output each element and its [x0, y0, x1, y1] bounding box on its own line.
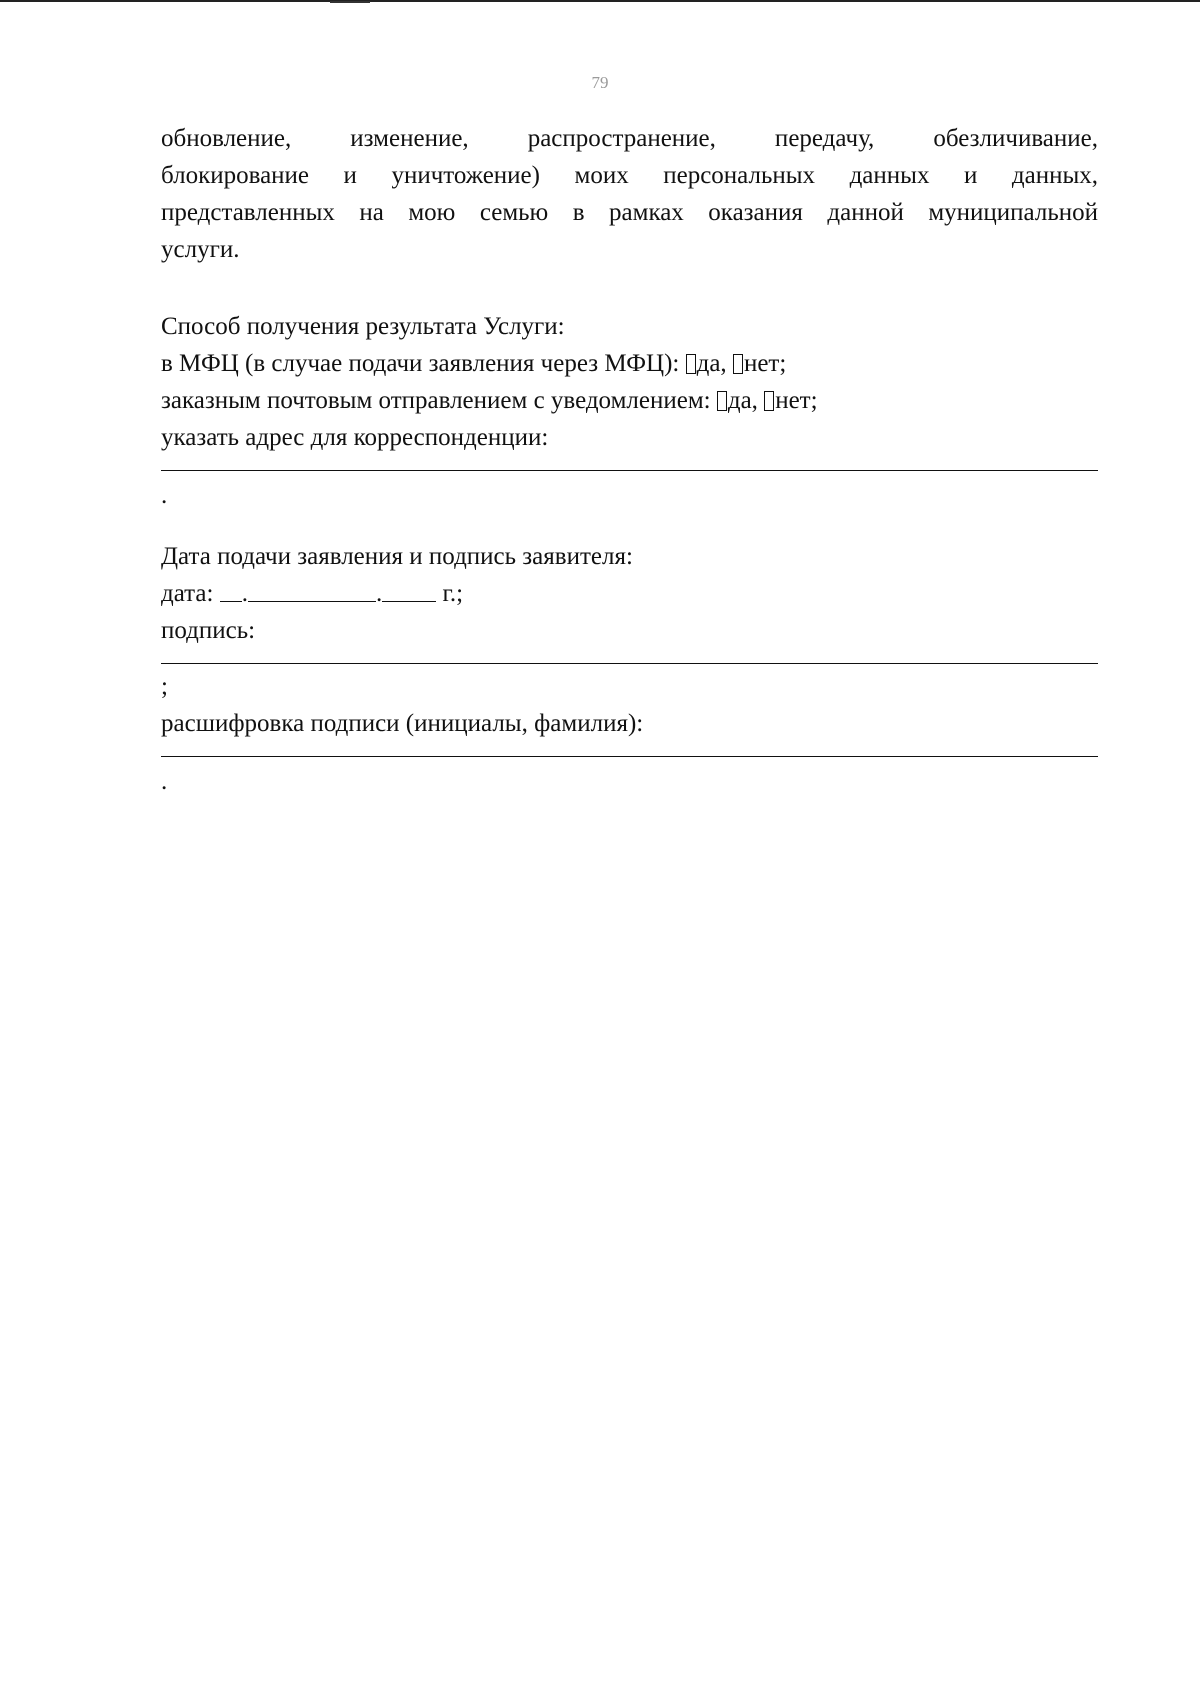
result-method-heading: Способ получения результата Услуги:	[161, 313, 565, 340]
decoding-field-line[interactable]	[161, 756, 1098, 757]
decoding-label: расшифровка подписи (инициалы, фамилия):	[161, 710, 644, 737]
date-month-field[interactable]	[248, 579, 376, 602]
signature-label: подпись:	[161, 617, 256, 644]
mail-no-checkbox[interactable]	[764, 391, 774, 411]
mail-yes-label: да,	[727, 387, 758, 414]
consent-line-2: блокирование и уничтожение) моих персональных данных и данных,	[161, 162, 1098, 189]
date-line: дата: . . г.;	[161, 580, 464, 607]
address-label: указать адрес для корреспонденции:	[161, 424, 549, 451]
mfc-yes-label: да,	[696, 350, 727, 377]
address-field-line[interactable]	[161, 470, 1098, 471]
date-day-field[interactable]	[220, 579, 242, 602]
signature-end-mark: ;	[161, 673, 168, 700]
mfc-option-text: в МФЦ (в случае подачи заявления через МФЦ):	[161, 350, 680, 377]
consent-line-4: услуги.	[161, 236, 240, 263]
consent-line-1: обновление, изменение, распространение, передачу, обезличивание,	[161, 125, 1098, 152]
page-number: 79	[591, 73, 609, 92]
document-body	[161, 120, 1098, 800]
signature-heading: Дата подачи заявления и подпись заявителя:	[161, 543, 633, 570]
date-label: дата:	[161, 580, 214, 607]
scan-edge-mark	[330, 1, 370, 3]
signature-field-line[interactable]	[161, 663, 1098, 664]
mail-no-label: нет;	[775, 387, 818, 414]
scan-top-edge	[0, 0, 1200, 2]
mail-option-text: заказным почтовым отправлением с уведомлением:	[161, 387, 711, 414]
mfc-no-label: нет;	[743, 350, 787, 377]
mfc-yes-checkbox[interactable]	[686, 354, 696, 374]
address-end-mark: .	[161, 482, 168, 509]
year-suffix: г.;	[442, 580, 464, 607]
mfc-option-line	[161, 345, 1098, 382]
date-year-field[interactable]	[382, 579, 436, 602]
decoding-end-mark: .	[161, 768, 168, 795]
consent-line-3: представленных на мою семью в рамках оказания данной муниципальной	[161, 199, 1098, 226]
mail-yes-checkbox[interactable]	[717, 391, 727, 411]
mail-option-line	[161, 382, 1098, 419]
mfc-no-checkbox[interactable]	[733, 354, 743, 374]
